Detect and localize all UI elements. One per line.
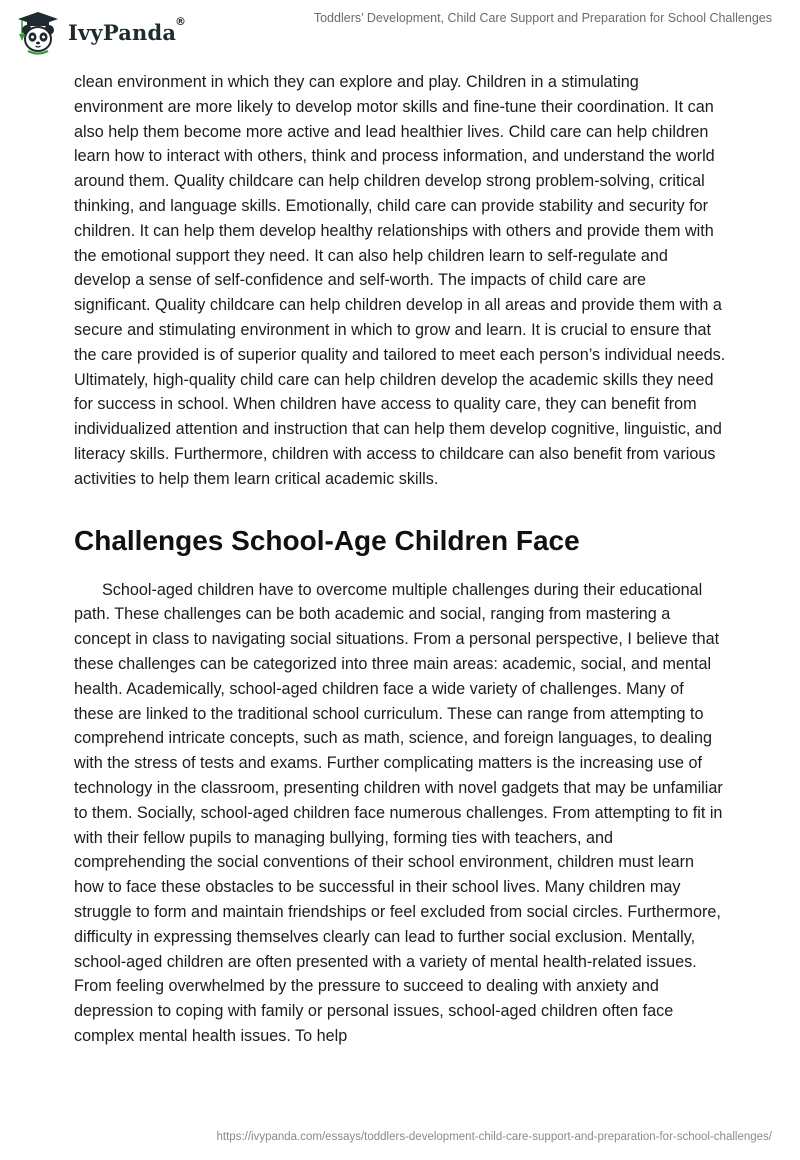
section-heading: Challenges School-Age Children Face [74, 524, 580, 556]
logo-wordmark [68, 14, 187, 45]
page-header [0, 0, 800, 60]
running-title: Toddlers’ Development, Child Care Support and Preparation for School Challenges [313, 11, 772, 25]
paragraph: School-aged children have to overcome multiple challenges during their educational path. These challenges can be both academic and social, ranging from mastering a concept in class to navigating social situations. From a personal perspective, I believe that these challenges can be categorized into three main areas: academic, social, and mental health. Academically, school-aged children face a wide variety of challenges. Many of these are linked to the traditional school curriculum. These can range from attempting to comprehend intricate concepts, such as math, science, and foreign languages, to dealing with the stress of tests and exams. Further complicating matters is the increasing use of technology in the classroom, presenting children with novel gadgets that may be unfamiliar to them. Socially, school-aged children face numerous challenges. From attempting to fit in with their fellow pupils to managing bullying, forming ties with teachers, and comprehending the social conventions of their school environment, children must learn how to face these obstacles to be successful in their school lives. Many children may struggle to form and maintain friendships or feel excluded from social circles. Furthermore, difficulty in expressing themselves clearly can lead to further social exclusion. Mentally, school-aged children are often presented with a variety of mental health-related issues. From feeling overwhelmed by the pressure to succeed to dealing with anxiety and depression to coping with family or personal issues, school-aged children often face complex mental health issues. To help [74, 580, 723, 1045]
registered-mark: ® [175, 14, 187, 28]
panda-graduate-icon [14, 8, 62, 56]
ivypanda-logo[interactable] [14, 8, 187, 56]
paragraph: clean environment in which they can explore and play. Children in a stimulating environment are more likely to develop motor skills and fine-tune their coordination. It can also help them become more active and lead healthier lives. Child care can help children learn how to interact with others, think and process information, and understand the world around them. Quality childcare can help children develop strong problem-solving, critical thinking, and language skills. Emotionally, child care can provide stability and security for children. It can help them develop healthy relationships with others and provide them with the emotional support they need. It can also help children learn to self-regulate and develop a sense of self-confidence and self-worth. The impacts of child care are significant. Quality childcare can help children develop in all areas and provide them with a secure and stimulating environment in which to grow and learn. It is crucial to ensure that the care provided is of superior quality and tailored to meet each person’s individual needs. Ultimately, high-quality child care can help children develop the academic skills they need for success in school. When children have access to quality care, they can benefit from individualized attention and instruction that can help them develop cognitive, linguistic, and literacy skills. Furthermore, children with access to childcare can also benefit from various activities to help them learn critical academic skills. [74, 73, 726, 488]
essay-body [74, 70, 726, 1049]
source-url[interactable]: https://ivypanda.com/essays/toddlers-development-child-care-support-and-preparation-for-school-challenges/ [216, 1131, 772, 1143]
logo-text: IvyPanda [68, 19, 177, 45]
